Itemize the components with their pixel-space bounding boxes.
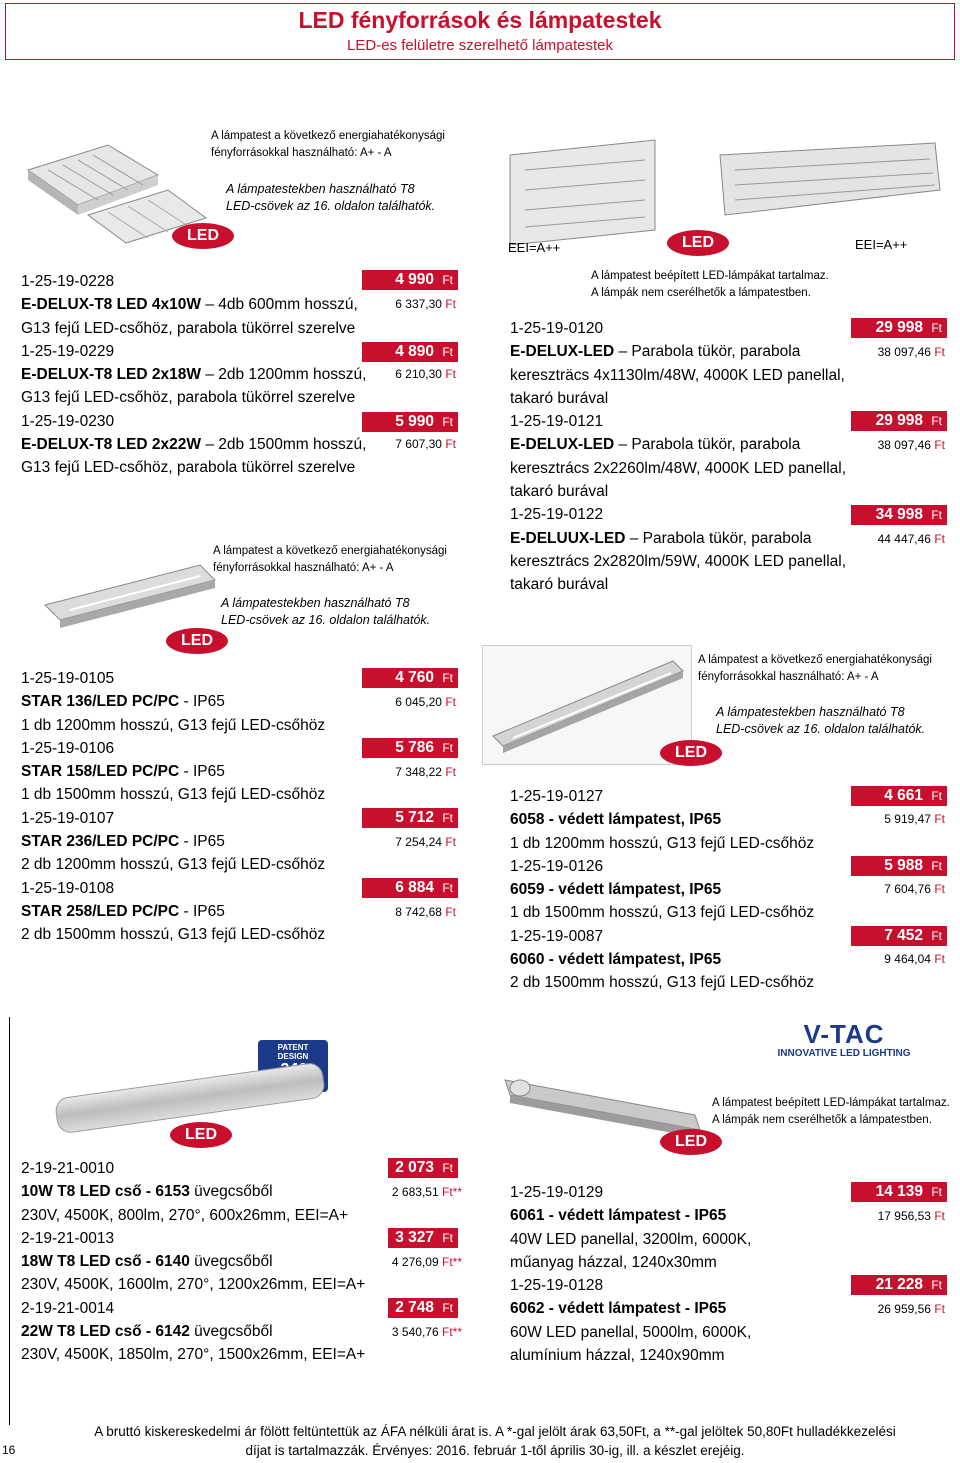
product-desc: 2 db 1200mm hosszú, G13 fejű LED-csőhöz [21,856,326,874]
price-net [820,438,945,452]
product-code: 1-25-19-0128 [510,1277,604,1295]
product-name [21,293,381,316]
product-title: E-DELUX-LED [510,343,615,361]
product-title: E-DELUX-T8 LED 2x18W [21,366,202,384]
price-gross [362,738,458,758]
energy-note-line1: A lámpatest a következő energiahatékonysági [211,130,445,142]
builtin-note-line2: A lámpák nem cserélhetők a lámpatestben. [712,1114,932,1126]
product-desc: 1 db 1200mm hosszú, G13 fejű LED-csőhöz [21,716,326,734]
currency-label: Ft [934,438,945,452]
currency-label: Ft [931,789,942,803]
price-net [362,367,456,381]
t8-note-line2: LED-csövek az 16. oldalon találhatók. [716,722,926,736]
product-title: E-DELUUX-LED [510,529,626,547]
price-gross [851,1275,947,1295]
price-value: 4 890 [395,343,434,360]
net-value: 6 210,30 [395,367,442,381]
price-net [362,437,456,451]
product-desc: G13 fejű LED-csőhöz, parabola tükörrel szerelve [21,389,356,407]
net-value: 6 045,20 [395,695,442,709]
product-title: STAR 258/LED PC/PC [21,902,180,920]
currency-label: Ft [442,273,453,287]
currency-label: Ft [445,905,456,919]
product-desc: alumínium házzal, 1240x90mm [510,1347,725,1365]
currency-label: Ft [934,952,945,966]
t8-note [226,181,466,215]
energy-note-line1: A lámpatest a következő energiahatékonysági [698,654,932,666]
section-divider [9,1017,10,1425]
currency-label: Ft [442,345,453,359]
price-value: 5 988 [884,857,923,874]
builtin-note [712,1095,952,1129]
t8-note-line2: LED-csövek az 16. oldalon találhatók. [221,613,431,627]
price-value: 5 786 [395,739,434,756]
builtin-note-line2: A lámpák nem cserélhetők a lámpatestben. [591,287,811,299]
product-code: 1-25-19-0229 [21,342,115,360]
product-desc: 1 db 1500mm hosszú, G13 fejű LED-csőhöz [21,786,326,804]
product-name [21,830,361,853]
net-value: 8 742,68 [395,905,442,919]
product-title: 10W T8 LED cső - 6153 [21,1183,190,1201]
builtin-note-line1: A lámpatest beépített LED-lámpákat tartalmaz. [591,270,829,282]
price-gross [362,342,458,362]
product-code: 2-19-21-0014 [21,1299,115,1317]
price-net [820,1302,945,1316]
price-gross [362,808,458,828]
product-desc: 2 db 1500mm hosszú, G13 fejű LED-csőhöz [510,974,815,992]
price-gross [851,786,947,806]
product-title: 6060 - védett lámpatest, IP65 [510,951,722,969]
product-desc: 230V, 4500K, 1600lm, 270°, 1200x26mm, EEI=A+ [21,1276,366,1294]
product-spec: üvegcsőből [189,1183,273,1201]
product-desc: keresztrács 2x2820lm/59W, 4000K LED panellal, [510,552,847,570]
energy-note [698,652,948,686]
currency-label: Ft [445,367,456,381]
product-list-edelux-t8 [21,270,381,480]
product-code: 1-25-19-0129 [510,1184,604,1201]
price-gross [388,1298,458,1318]
net-value: 9 464,04 [884,952,931,966]
currency-label: Ft [442,881,453,895]
product-title: STAR 158/LED PC/PC [21,763,180,781]
price-net [820,1209,945,1223]
t8-note-line1: A lámpatestekben használható T8 [221,596,410,610]
product-code: 1-25-19-0122 [510,506,604,524]
product-name [21,1320,401,1343]
product-name [510,1204,850,1227]
currency-label: Ft [442,671,453,685]
product-code: 1-25-19-0228 [21,273,115,290]
price-value: 7 452 [884,927,923,944]
product-title: E-DELUX-T8 LED 4x10W [21,296,202,314]
protected-luminaire-image [482,645,692,765]
currency-label: Ft [442,1231,453,1245]
price-value: 3 327 [395,1229,434,1246]
net-value: 3 540,76 [391,1325,439,1339]
price-value: 2 748 [395,1299,434,1316]
price-value: 29 998 [875,412,923,429]
price-gross [851,1182,947,1202]
product-name [510,340,860,363]
product-name [510,527,860,550]
price-value: 14 139 [875,1183,923,1200]
price-gross [851,856,947,876]
price-gross [362,878,458,898]
product-name [21,690,361,713]
product-code: 1-25-19-0230 [21,412,115,430]
t8-note-line1: A lámpatestekben használható T8 [716,705,905,719]
price-value: 4 990 [395,271,434,288]
price-value: 34 998 [875,506,923,523]
product-desc: G13 fejű LED-csőhöz, parabola tükörrel szerelve [21,319,356,337]
currency-label: Ft [931,321,942,335]
led-badge: LED [660,740,722,766]
vtac-logo-text: V-TAC [803,1019,885,1049]
price-net [820,532,945,546]
product-desc: kereszträcs 4x1130lm/48W, 4000K LED panellal, [510,366,845,384]
currency-label: Ft [442,811,453,825]
product-title: E-DELUX-LED [510,436,615,454]
patent-text: PATENT [277,1043,309,1052]
price-value: 29 998 [875,319,923,336]
currency-label: Ft [931,1278,942,1292]
product-list-vtac [510,1181,850,1367]
net-value: 17 956,53 [877,1209,931,1223]
product-desc: G13 fejű LED-csőhöz, parabola tükörrel szerelve [21,459,356,477]
product-code: 1-25-19-0105 [21,670,115,687]
currency-label: Ft [931,859,942,873]
product-desc: 230V, 4500K, 800lm, 270°, 600x26mm, EEI=A+ [21,1206,349,1224]
product-desc: takaró burával [510,576,609,594]
eei-label: EEI=A++ [855,237,908,252]
currency-label: Ft** [441,1325,462,1339]
product-code: 1-25-19-0120 [510,320,604,337]
product-code: 1-25-19-0107 [21,809,115,827]
product-desc: 1 db 1200mm hosszú, G13 fejű LED-csőhöz [510,834,815,852]
price-gross [851,411,947,431]
product-title: STAR 136/LED PC/PC [21,693,180,711]
price-gross [388,1158,458,1178]
footer-note [40,1422,950,1460]
product-list-tubes [21,1157,401,1367]
currency-label: Ft [445,835,456,849]
product-spec: – Parabola tükör, parabola [614,436,801,454]
led-badge: LED [667,230,729,256]
product-code: 1-25-19-0106 [21,739,115,757]
price-net [362,835,456,849]
product-spec: – 2db 1200mm hosszú, [201,366,367,384]
price-value: 6 884 [395,879,434,896]
price-gross [851,318,947,338]
footer-line: A bruttó kiskereskedelmi ár fölött feltüntettük az ÁFA nélküli árat is. A *-gal jelölt árak 63,50Ft, a **-gal jelöltek 50,80Ft hulladékkezelési [94,1424,896,1439]
product-desc: takaró burával [510,483,609,501]
product-name [510,1297,850,1320]
product-code: 1-25-19-0127 [510,788,604,805]
product-spec: - IP65 [179,833,225,851]
led-badge: LED [166,628,228,654]
product-name [510,808,850,831]
patent-text: DESIGN [277,1052,309,1061]
currency-label: Ft [931,929,942,943]
product-title: E-DELUX-T8 LED 2x22W [21,436,202,454]
product-spec: – Parabola tükör, parabola [625,529,812,547]
net-value: 5 919,47 [884,812,931,826]
t8-note [221,595,461,629]
product-title: 6058 - védett lámpatest, IP65 [510,811,722,829]
currency-label: Ft [931,414,942,428]
price-gross [851,505,947,525]
price-value: 5 990 [395,413,434,430]
product-desc: 2 db 1500mm hosszú, G13 fejű LED-csőhöz [21,926,326,944]
product-code: 1-25-19-0121 [510,413,604,431]
product-code: 2-19-21-0010 [21,1160,115,1177]
currency-label: Ft [934,532,945,546]
page-header [5,3,955,60]
product-code: 1-25-19-0108 [21,879,115,897]
energy-note [213,543,463,577]
net-value: 6 337,30 [395,297,442,311]
product-spec: – 4db 600mm hosszú, [201,296,358,314]
net-value: 2 683,51 [391,1185,439,1199]
product-name [21,1180,401,1203]
currency-label: Ft [442,1301,453,1315]
price-value: 5 712 [395,809,434,826]
net-value: 7 607,30 [395,437,442,451]
product-spec: üvegcsőből [189,1323,273,1341]
product-spec: - IP65 [179,693,225,711]
product-name [510,878,850,901]
product-desc: 60W LED panellal, 5000lm, 6000K, [510,1323,752,1341]
vtac-slogan: INNOVATIVE LED LIGHTING [777,1048,911,1059]
product-spec: - IP65 [179,902,225,920]
product-title: STAR 236/LED PC/PC [21,833,180,851]
price-gross [362,412,458,432]
page-subtitle: LED-es felületre szerelhető lámpatestek [347,37,613,54]
product-desc: műanyag házzal, 1240x30mm [510,1253,717,1271]
net-value: 7 254,24 [395,835,442,849]
product-name [21,760,361,783]
product-code: 1-25-19-0087 [510,927,604,945]
currency-label: Ft [934,345,945,359]
product-title: 22W T8 LED cső - 6142 [21,1323,190,1341]
energy-note-line2: fényforrásokkal használható: A+ - A [213,562,394,574]
price-net [370,1325,462,1339]
product-name [510,433,860,456]
product-name [21,1250,401,1273]
product-name [21,433,381,456]
energy-note-line2: fényforrásokkal használható: A+ - A [211,147,392,159]
net-value: 7 604,76 [884,882,931,896]
product-list-edelux-led [510,317,860,597]
energy-note-line1: A lámpatest a következő energiahatékonysági [213,545,447,557]
price-gross [388,1228,458,1248]
t8-note [716,704,956,738]
product-spec: – Parabola tükör, parabola [614,343,801,361]
product-title: 6059 - védett lámpatest, IP65 [510,881,722,899]
currency-label: Ft [934,812,945,826]
product-title: 18W T8 LED cső - 6140 [21,1253,190,1271]
product-desc: takaró burával [510,389,609,407]
energy-note-line2: fényforrásokkal használható: A+ - A [698,671,879,683]
price-value: 4 661 [884,787,923,804]
product-desc: 1 db 1500mm hosszú, G13 fejű LED-csőhöz [510,904,815,922]
led-badge: LED [660,1129,722,1155]
product-name [510,948,850,971]
price-value: 21 228 [875,1276,923,1293]
product-name [21,363,381,386]
product-list-protected [510,785,850,995]
price-net [820,345,945,359]
net-value: 4 276,09 [391,1255,439,1269]
price-net [370,1185,462,1199]
currency-label: Ft [934,1302,945,1316]
product-spec: - IP65 [179,763,225,781]
net-value: 26 959,56 [877,1302,931,1316]
price-net [820,882,945,896]
price-gross [851,926,947,946]
currency-label: Ft** [441,1185,462,1199]
eei-label: EEI=A++ [508,240,561,255]
currency-label: Ft [442,1161,453,1175]
currency-label: Ft [931,1185,942,1199]
t8-note-line1: A lámpatestekben használható T8 [226,182,415,196]
led-badge: LED [172,223,234,249]
currency-label: Ft [445,437,456,451]
price-net [362,695,456,709]
product-code: 2-19-21-0013 [21,1229,115,1247]
price-net [362,765,456,779]
builtin-note [591,268,891,302]
currency-label: Ft [934,882,945,896]
energy-note [211,128,461,162]
net-value: 38 097,46 [877,438,931,452]
page-title: LED fényforrások és lámpatestek [298,7,662,33]
product-desc: 40W LED panellal, 3200lm, 6000K, [510,1230,752,1248]
t8-note-line2: LED-csövek az 16. oldalon találhatók. [226,199,436,213]
price-net [820,812,945,826]
edelux-led-image [505,135,945,245]
builtin-note-line1: A lámpatest beépített LED-lámpákat tartalmaz. [712,1097,950,1109]
product-name [21,900,361,923]
currency-label: Ft [442,741,453,755]
product-list-star [21,667,361,947]
product-spec: – 2db 1500mm hosszú, [201,436,367,454]
footer-line: díjat is tartalmazzák. Érvényes: 2016. február 1-től április 30-ig, ill. a készlet erejéig. [245,1443,745,1458]
currency-label: Ft** [441,1255,462,1269]
price-value: 4 760 [395,669,434,686]
price-gross [362,668,458,688]
price-gross [362,270,458,290]
currency-label: Ft [445,765,456,779]
product-code: 1-25-19-0126 [510,857,604,875]
net-value: 7 348,22 [395,765,442,779]
product-spec: üvegcsőből [189,1253,273,1271]
price-net [362,297,456,311]
price-net [370,1255,462,1269]
net-value: 38 097,46 [877,345,931,359]
vtac-logo [764,1020,924,1065]
led-badge: LED [170,1122,232,1148]
product-desc: 230V, 4500K, 1850lm, 270°, 1500x26mm, EEI=A+ [21,1346,366,1364]
product-desc: keresztrács 2x2260lm/48W, 4000K LED panellal, [510,459,847,477]
currency-label: Ft [934,1209,945,1223]
currency-label: Ft [445,695,456,709]
net-value: 44 447,46 [877,532,931,546]
currency-label: Ft [442,415,453,429]
product-title: 6062 - védett lámpatest - IP65 [510,1300,727,1318]
currency-label: Ft [445,297,456,311]
page-number: 16 [2,1443,16,1457]
price-net [362,905,456,919]
price-value: 2 073 [395,1159,434,1176]
currency-label: Ft [931,508,942,522]
product-title: 6061 - védett lámpatest - IP65 [510,1207,727,1225]
price-net [820,952,945,966]
